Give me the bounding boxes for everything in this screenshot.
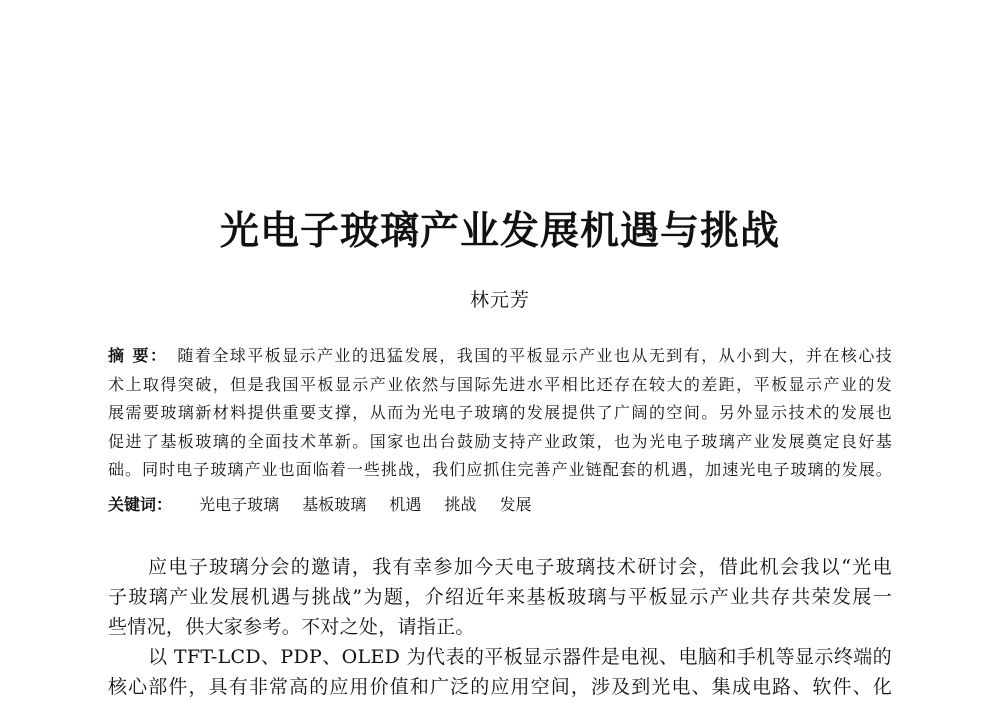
body-text [108, 552, 892, 702]
paper-title: 光电子玻璃产业发展机遇与挑战 [219, 209, 780, 254]
keyword-item: 光电子玻璃 [199, 495, 280, 514]
body-line: 核心部件，具有非常高的应用价值和广泛的应用空间，涉及到光电、集成电路、软件、化 [108, 676, 892, 698]
abstract-line: 术上取得突破，但是我国平板显示产业依然与国际先进水平相比还存在较大的差距，平板显示产业的发 [108, 374, 892, 394]
keywords [108, 492, 892, 515]
body-line: 子玻璃产业发展机遇与挑战”为题，介绍近年来基板玻璃与平板显示产业共存共荣发展一 [108, 586, 892, 608]
author-name: 林元芳 [469, 289, 530, 311]
abstract-line [108, 342, 892, 371]
keyword-item: 发展 [499, 495, 532, 514]
keyword-item: 机遇 [389, 495, 422, 514]
abstract-label: 摘 要： [108, 346, 168, 365]
abstract-line-text: 随着全球平板显示产业的迅猛发展，我国的平板显示产业也从无到有，从小到大，并在核心技 [177, 346, 893, 365]
keyword-item: 挑战 [444, 495, 477, 514]
abstract [108, 342, 892, 485]
body-line: 以 TFT-LCD、PDP、OLED 为代表的平板显示器件是电视、电脑和手机等显示终端的 [148, 646, 892, 668]
keyword-item: 基板玻璃 [302, 495, 367, 514]
body-line: 应电子玻璃分会的邀请，我有幸参加今天电子玻璃技术研讨会，借此机会我以“光电 [148, 556, 892, 578]
abstract-line: 础。同时电子玻璃产业也面临着一些挑战，我们应抓住完善产业链配套的机遇，加速光电子玻璃的发展。 [108, 460, 892, 479]
body-line: 些情况，供大家参考。不对之处，请指正。 [108, 616, 475, 638]
abstract-line: 促进了基板玻璃的全面技术革新。国家也出台鼓励支持产业政策，也为光电子玻璃产业发展奠定良好基 [108, 431, 892, 451]
keywords-label: 关键词： [108, 495, 173, 514]
abstract-line: 展需要玻璃新材料提供重要支撑，从而为光电子玻璃的发展提供了广阔的空间。另外显示技术的发展也 [108, 403, 892, 422]
